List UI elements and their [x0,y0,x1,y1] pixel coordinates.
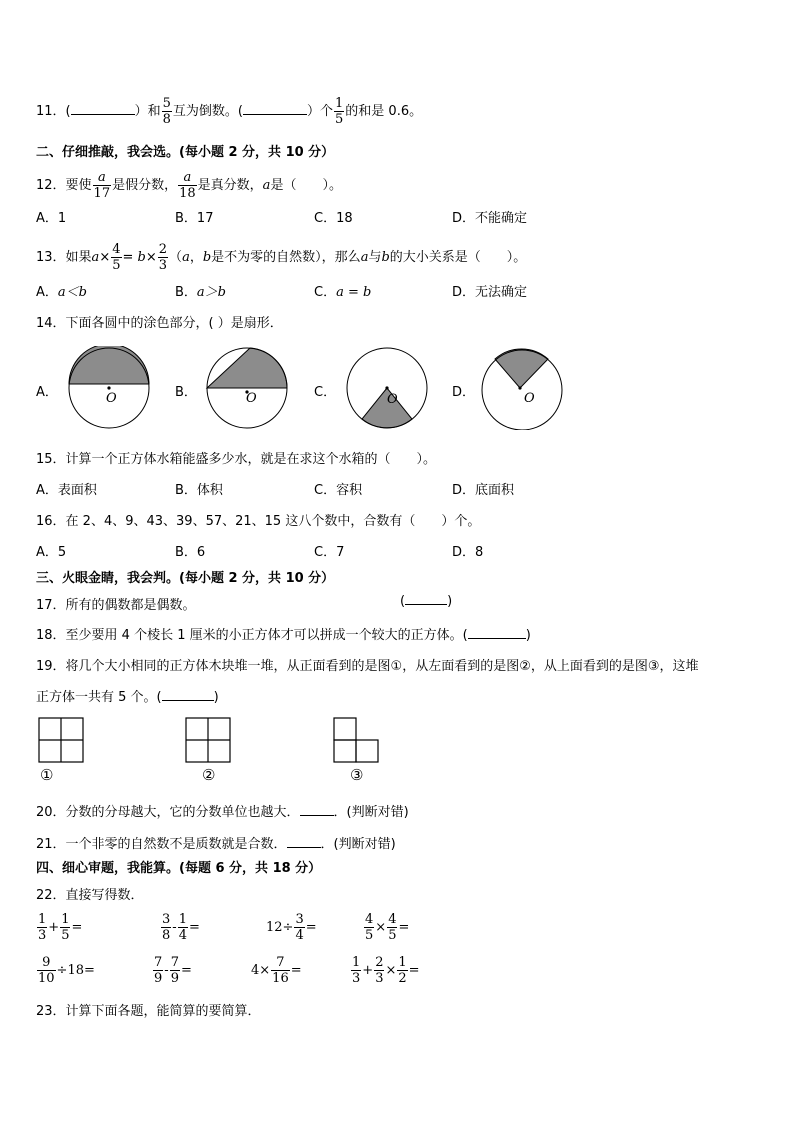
option-c[interactable]: C．a = b [314,285,372,300]
option-a[interactable]: A．表面积 [36,483,97,498]
shaded-segment [69,346,149,384]
section-2-heading: 二、仔细推敲，我会选。(每小题 2 分，共 10 分） [36,145,335,160]
circle-figure-b [202,346,294,430]
section-4-heading: 四、细心审题，我能算。(每题 6 分，共 18 分） [36,861,322,876]
figure-label-3: ③ [350,766,364,784]
calc-item-5: $\frac{9}{10}$ ÷18= [38,955,95,986]
fraction: $\frac{5}{8}$ [162,96,171,127]
center-label: O [524,391,535,406]
option-c[interactable]: C． [314,385,337,400]
calc-item-8: $\frac{1}{3}$ + $\frac{2}{3}$ × $\frac{1}{2}$ = [352,955,420,986]
center-label: O [246,391,257,406]
answer-blank[interactable] [287,847,321,848]
circle-figure-a [64,346,156,430]
answer-blank[interactable] [71,114,135,115]
center-dot [518,386,521,389]
option-b[interactable]: B． [175,385,197,400]
option-d[interactable]: D．底面积 [452,483,515,498]
question-19-line1: 19．将几个大小相同的正方体木块堆一堆，从正面看到的是图①，从左面看到的是图②，从上面看到的是图③，这堆 [36,659,699,674]
question-23: 23．计算下面各题，能简算的要简算． [36,1004,261,1019]
question-19-line2: 正方体一共有 5 个。( ) [36,690,219,705]
question-18: 18．至少要用 4 个棱长 1 厘米的小正方体才可以拼成一个较大的正方体。( ) [36,628,531,643]
option-b[interactable]: B．17 [175,211,214,226]
question-15: 15．计算一个正方体水箱能盛多少水，就是在求这个水箱的（ ）。 [36,452,437,467]
question-17: 17．所有的偶数都是偶数。 [36,598,196,613]
center-label: O [387,392,398,407]
view-figure-3 [333,717,381,765]
question-13: 13．如果a× $\frac{4}{5}$ = b× $\frac{2}{3}$ （a，b是不为零的自然数），那么a与b的大小关系是（ ）。 [36,242,527,273]
circle-figure-c [342,346,434,430]
answer-blank[interactable] [300,815,334,816]
question-22: 22．直接写得数． [36,888,144,903]
center-dot [107,386,110,389]
center-dot [385,386,388,389]
figure-label-1: ① [40,766,54,784]
option-c[interactable]: C．18 [314,211,353,226]
answer-blank[interactable] [405,604,447,605]
section-3-heading: 三、火眼金睛，我会判。(每小题 2 分，共 10 分） [36,571,335,586]
view-figure-1 [38,717,86,765]
calc-item-3: 12÷ $\frac{3}{4}$ = [266,912,317,943]
answer-paren: ( ) [400,594,453,609]
answer-blank[interactable] [468,638,526,639]
option-b[interactable]: B．体积 [175,483,223,498]
option-b[interactable]: B．a＞b [175,285,226,300]
center-label: O [106,391,117,406]
answer-blank[interactable] [243,114,307,115]
option-a[interactable]: A． [36,385,58,400]
calc-item-2: $\frac{3}{8}$ - $\frac{1}{4}$ = [162,912,200,943]
option-d[interactable]: D．无法确定 [452,285,528,300]
option-d[interactable]: D．8 [452,545,484,560]
question-14: 14．下面各圆中的涂色部分，( ）是扇形． [36,316,283,331]
option-c[interactable]: C．7 [314,545,345,560]
option-b[interactable]: B．6 [175,545,206,560]
option-a[interactable]: A．a＜b [36,285,87,300]
circle-figure-d [480,346,572,430]
fraction: $\frac{1}{5}$ [335,96,344,127]
question-20: 20．分数的分母越大，它的分数单位也越大． ．(判断对错) [36,805,409,820]
view-figure-2 [185,717,233,765]
question-21: 21．一个非零的自然数不是质数就是合数． ．(判断对错) [36,837,396,852]
option-a[interactable]: A．1 [36,211,67,226]
calc-item-4: $\frac{4}{5}$ × $\frac{4}{5}$ = [365,912,410,943]
shaded-region [207,348,287,388]
question-12: 12．要使 $\frac{a}{17}$ 是假分数， $\frac{a}{18}$ 是真分数，a是（ ）。 [36,170,342,201]
option-d[interactable]: D． [452,385,476,400]
option-c[interactable]: C．容积 [314,483,363,498]
calc-item-6: $\frac{7}{9}$ - $\frac{7}{9}$ = [154,955,192,986]
calc-item-1: $\frac{1}{3}$ + $\frac{1}{5}$ = [38,912,83,943]
option-a[interactable]: A．5 [36,545,67,560]
question-16: 16．在 2、4、9、43、39、57、21、15 这八个数中，合数有（ ）个。 [36,514,481,529]
answer-blank[interactable] [162,700,214,701]
question-11: 11．( ）和 $\frac{5}{8}$ 互为倒数。( ）个 $\frac{1}{5}$ 的和是 0.6。 [36,96,423,127]
option-d[interactable]: D．不能确定 [452,211,528,226]
figure-label-2: ② [202,766,216,784]
calc-item-7: 4× $\frac{7}{16}$ = [251,955,302,986]
